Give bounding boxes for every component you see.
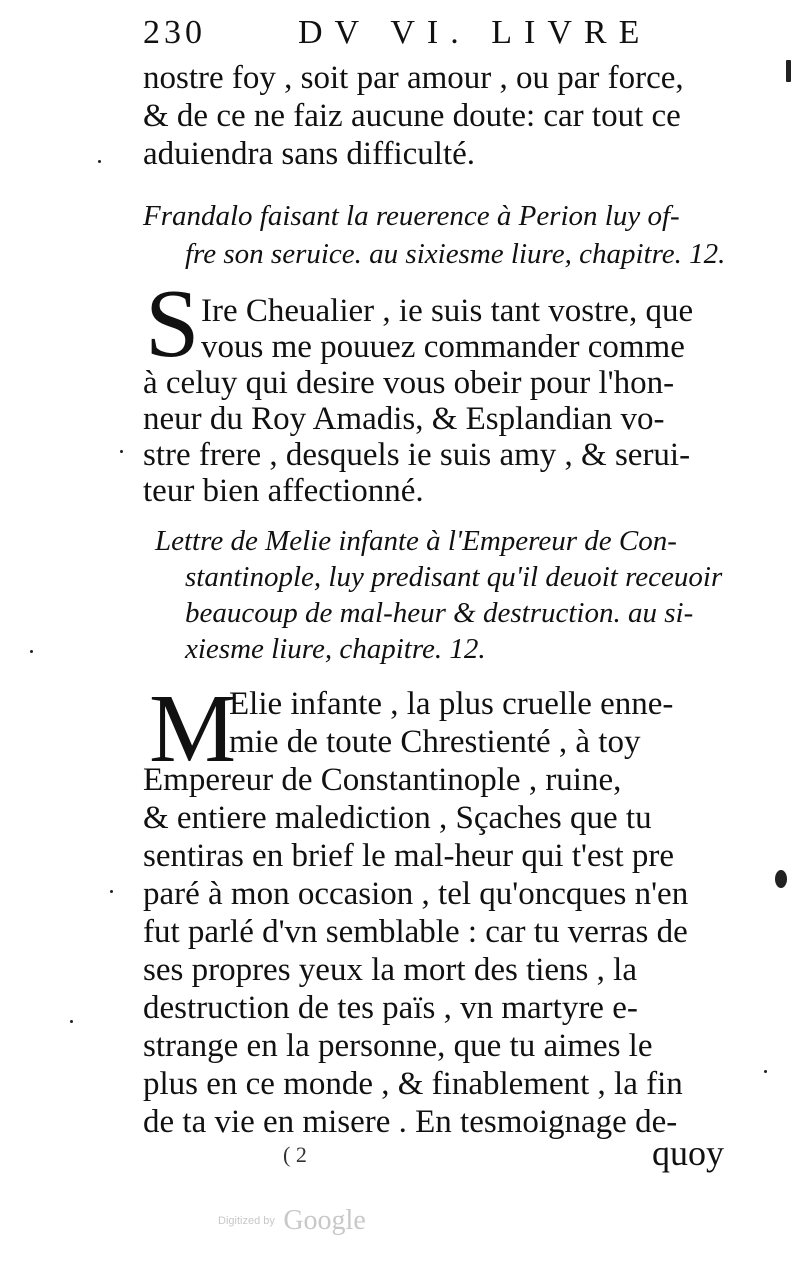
catchword: quoy: [652, 1133, 724, 1173]
text-line: neur du Roy Amadis, & Esplandian vo-: [143, 401, 665, 437]
text-line: mie de toute Chrestienté , à toy: [229, 724, 641, 760]
text-line: nostre foy , soit par amour , ou par force,: [143, 60, 684, 96]
signature-mark: ( 2: [283, 1142, 307, 1167]
rubric-line: stantinople, luy predisant qu'il deuoit receuoir: [185, 561, 723, 593]
digitized-watermark: [218, 1205, 366, 1237]
scan-speck: [70, 1020, 73, 1023]
scan-speck: [764, 1070, 767, 1073]
running-header: [143, 14, 743, 54]
text-line: strange en la personne, que tu aimes le: [143, 1028, 653, 1064]
text-line: plus en ce monde , & finablement , la fin: [143, 1066, 683, 1102]
rubric-line: beaucoup de mal-heur & destruction. au si-: [185, 597, 694, 629]
text-line: fut parlé d'vn semblable : car tu verras de: [143, 914, 688, 950]
rubric-line: fre son seruice. au sixiesme liure, chapitre. 12.: [185, 238, 726, 270]
text-line: vous me pouuez commander comme: [201, 329, 685, 365]
watermark-prefix: Digitized by: [218, 1215, 275, 1227]
rubric-line: xiesme liure, chapitre. 12.: [185, 633, 486, 665]
rubric-line: Frandalo faisant la reuerence à Perion luy of-: [143, 200, 680, 232]
scan-speck: [786, 60, 791, 82]
text-line: destruction de tes païs , vn martyre e-: [143, 990, 638, 1026]
text-line: sentiras en brief le mal-heur qui t'est pre: [143, 838, 674, 874]
google-logo: Google: [283, 1205, 366, 1236]
text-line: & de ce ne faiz aucune doute: car tout ce: [143, 98, 681, 134]
scan-speck: [120, 450, 123, 453]
text-line: ses propres yeux la mort des tiens , la: [143, 952, 637, 988]
text-line: teur bien affectionné.: [143, 473, 424, 509]
running-title: DV VI. LIVRE: [298, 14, 652, 51]
drop-cap: M: [149, 675, 237, 783]
scan-speck: [30, 650, 33, 653]
text-line: paré à mon occasion , tel qu'oncques n'en: [143, 876, 689, 912]
scan-speck: [98, 160, 101, 163]
text-line: & entiere malediction , Sçaches que tu: [143, 800, 652, 836]
drop-cap: S: [145, 270, 200, 378]
page-number: 230: [143, 14, 206, 51]
text-line: aduiendra sans difficulté.: [143, 136, 476, 172]
text-line: à celuy qui desire vous obeir pour l'hon-: [143, 365, 675, 401]
scan-speck: [110, 890, 113, 893]
text-line: Ire Cheualier , ie suis tant vostre, que: [201, 293, 694, 329]
text-line: de ta vie en misere . En tesmoignage de-: [143, 1104, 678, 1140]
rubric-line: Lettre de Melie infante à l'Empereur de Con-: [155, 525, 677, 557]
text-line: Empereur de Constantinople , ruine,: [143, 762, 622, 798]
text-line: Elie infante , la plus cruelle enne-: [229, 686, 674, 722]
text-line: stre frere , desquels ie suis amy , & serui-: [143, 437, 691, 473]
scan-speck: [775, 870, 787, 888]
